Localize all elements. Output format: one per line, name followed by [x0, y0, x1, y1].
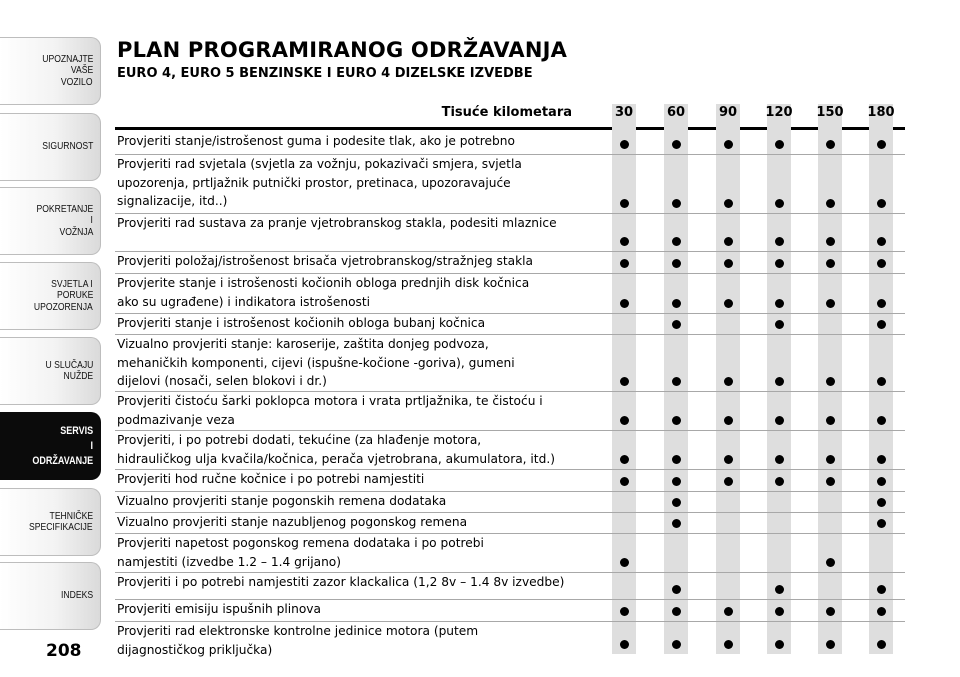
- table-row-description: [117, 470, 595, 489]
- service-mark-dot: [877, 237, 886, 246]
- table-row-description: [117, 335, 595, 391]
- service-mark-dot: [877, 299, 886, 308]
- service-mark-dot: [775, 320, 784, 329]
- service-mark-dot: [620, 199, 629, 208]
- row-text-line: signalizacije, itd..): [117, 194, 228, 209]
- row-text-line: podmazivanje veza: [117, 412, 235, 427]
- service-mark-dot: [724, 377, 733, 386]
- service-mark-dot: [620, 455, 629, 464]
- table-row-description: [117, 252, 595, 271]
- service-mark-dot: [775, 607, 784, 616]
- table-row-description: [117, 534, 595, 571]
- page-title: PLAN PROGRAMIRANOG ODRŽAVANJA: [117, 38, 568, 62]
- service-mark-dot: [672, 377, 681, 386]
- service-mark-dot: [672, 259, 681, 268]
- table-row-description: [117, 492, 595, 511]
- sidebar-tab-label-line: SVJETLA I: [51, 277, 93, 290]
- service-mark-dot: [826, 140, 835, 149]
- row-text-line: upozorenja, prtljažnik putnički prostor, pretinaca, upozoravajuće: [117, 175, 511, 190]
- column-header-km: 90: [718, 105, 738, 120]
- service-mark-dot: [672, 299, 681, 308]
- table-row-description: [117, 573, 595, 592]
- sidebar-tab-label-line: SPECIFIKACIJE: [29, 521, 93, 533]
- table-row-description: [117, 274, 595, 311]
- column-header-km: 60: [666, 105, 686, 120]
- service-mark-dot: [672, 237, 681, 246]
- sidebar-tab-label-line: VOZILO: [61, 75, 93, 88]
- sidebar-tab-label-line: U SLUČAJU: [45, 358, 93, 371]
- table-row-description: [117, 392, 595, 429]
- column-header-km: 120: [765, 105, 793, 120]
- service-mark-dot: [775, 585, 784, 594]
- row-text-line: dijagnostičkog priključka): [117, 642, 273, 657]
- service-mark-dot: [826, 237, 835, 246]
- row-text-line: Vizualno provjeriti stanje nazubljenog pogonskog remena: [117, 515, 468, 529]
- table-row-description: [117, 622, 595, 659]
- service-mark-dot: [620, 140, 629, 149]
- service-mark-dot: [724, 299, 733, 308]
- header-km-label: Tisuće kilometara: [441, 105, 572, 120]
- service-mark-dot: [724, 259, 733, 268]
- row-text-line: Provjeriti hod ručne kočnice i po potrebi namjestiti: [117, 472, 425, 486]
- table-row-description: [117, 132, 595, 151]
- row-text-line: Provjeriti stanje i istrošenost kočionih obloga bubanj kočnica: [117, 316, 486, 330]
- row-text-line: namjestiti (izvedbe 1.2 – 1.4 grijano): [117, 554, 341, 569]
- page-subtitle: EURO 4, EURO 5 BENZINSKE I EURO 4 DIZELSKE IZVEDBE: [117, 66, 533, 81]
- service-mark-dot: [672, 199, 681, 208]
- sidebar-tab-label-line: PORUKE: [56, 289, 93, 302]
- service-mark-dot: [775, 416, 784, 425]
- service-mark-dot: [775, 237, 784, 246]
- table-row-description: [117, 431, 595, 468]
- row-text-line: Vizualno provjeriti stanje pogonskih remena dodataka: [117, 494, 447, 508]
- service-mark-dot: [620, 607, 629, 616]
- column-header-km: 30: [614, 105, 634, 120]
- table-row-description: [117, 314, 595, 333]
- service-mark-dot: [672, 607, 681, 616]
- row-text-line: Provjeriti rad svjetala (svjetla za vožnju, pokazivači smjera, svjetla: [117, 157, 522, 171]
- sidebar-tab-label-line: I: [90, 214, 93, 227]
- service-mark-dot: [620, 558, 629, 567]
- service-mark-dot: [877, 140, 886, 149]
- page-number: 208: [46, 641, 82, 661]
- service-mark-dot: [672, 519, 681, 528]
- row-text-line: Provjeriti, i po potrebi dodati, tekućine (za hlađenje motora,: [117, 433, 482, 447]
- service-mark-dot: [672, 320, 681, 329]
- service-mark-dot: [672, 640, 681, 649]
- service-mark-dot: [620, 237, 629, 246]
- service-mark-dot: [620, 299, 629, 308]
- service-mark-dot: [826, 558, 835, 567]
- service-mark-dot: [826, 607, 835, 616]
- sidebar-tab-label-line: ODRŽAVANJE: [32, 454, 93, 467]
- row-text-line: Provjerite stanje i istrošenosti kočionih obloga prednjih disk kočnica: [117, 276, 530, 290]
- row-text-line: Provjeriti rad sustava za pranje vjetrobranskog stakla, podesiti mlaznice: [117, 216, 557, 230]
- service-mark-dot: [826, 455, 835, 464]
- service-mark-dot: [724, 416, 733, 425]
- service-mark-dot: [620, 259, 629, 268]
- service-mark-dot: [826, 416, 835, 425]
- service-mark-dot: [877, 640, 886, 649]
- service-mark-dot: [877, 585, 886, 594]
- sidebar-tab-label-line: NUŽDE: [63, 370, 93, 382]
- row-text-line: Provjeriti čistoću šarki poklopca motora i vrata prtljažnika, te čistoću i: [117, 394, 543, 408]
- service-mark-dot: [724, 640, 733, 649]
- row-text-line: Vizualno provjeriti stanje: karoserije, zaštita donjeg podvoza,: [117, 337, 489, 351]
- service-mark-dot: [877, 259, 886, 268]
- sidebar-tab-label-line: VAŠE: [70, 64, 93, 77]
- service-mark-dot: [724, 455, 733, 464]
- service-mark-dot: [620, 640, 629, 649]
- sidebar-tab-label-line: INDEKS: [60, 589, 93, 602]
- row-text-line: dijelovi (nosači, selen blokovi i dr.): [117, 374, 327, 389]
- service-mark-dot: [775, 199, 784, 208]
- sidebar-tab-label-line: VOŽNJA: [59, 225, 93, 238]
- row-text-line: Provjeriti emisiju ispušnih plinova: [117, 602, 321, 616]
- service-mark-dot: [826, 377, 835, 386]
- service-mark-dot: [826, 640, 835, 649]
- sidebar-tab-label-line: TEHNIČKE: [49, 509, 93, 522]
- service-mark-dot: [724, 607, 733, 616]
- column-header-km: 180: [867, 105, 895, 120]
- service-mark-dot: [775, 259, 784, 268]
- service-mark-dot: [620, 377, 629, 386]
- table-row-description: [117, 214, 595, 233]
- service-mark-dot: [877, 320, 886, 329]
- table-row-description: [117, 513, 595, 532]
- sidebar-tab-label-line: POKRETANJE: [36, 202, 93, 215]
- service-mark-dot: [877, 519, 886, 528]
- service-mark-dot: [672, 416, 681, 425]
- row-text-line: mehaničkih komponenti, cijevi (ispušne-kočione -goriva), gumeni: [117, 355, 515, 370]
- service-mark-dot: [620, 477, 629, 486]
- sidebar-tab-label-line: SIGURNOST: [41, 140, 93, 153]
- service-mark-dot: [672, 455, 681, 464]
- service-mark-dot: [877, 477, 886, 486]
- row-text-line: Provjeriti rad elektronske kontrolne jedinice motora (putem: [117, 624, 479, 638]
- table-row-description: [117, 600, 595, 619]
- service-mark-dot: [672, 585, 681, 594]
- service-mark-dot: [877, 377, 886, 386]
- sidebar-tab-label-line: I: [90, 439, 93, 452]
- service-mark-dot: [775, 455, 784, 464]
- row-text-line: Provjeriti položaj/istrošenost brisača vjetrobranskog/stražnjeg stakla: [117, 254, 534, 268]
- sidebar-tab-label-line: SERVIS: [60, 424, 93, 437]
- service-mark-dot: [877, 607, 886, 616]
- service-mark-dot: [877, 455, 886, 464]
- service-mark-dot: [724, 140, 733, 149]
- service-mark-dot: [775, 640, 784, 649]
- row-text-line: hidrauličkog ulja kvačila/kočnica, perača vjetrobrana, akumulatora, itd.): [117, 451, 555, 466]
- service-mark-dot: [724, 237, 733, 246]
- service-mark-dot: [877, 498, 886, 507]
- service-mark-dot: [826, 199, 835, 208]
- service-mark-dot: [724, 477, 733, 486]
- column-header-km: 150: [816, 105, 844, 120]
- service-mark-dot: [877, 416, 886, 425]
- sidebar-tab-label-line: UPOZNAJTE: [41, 52, 93, 65]
- service-mark-dot: [775, 140, 784, 149]
- service-mark-dot: [826, 259, 835, 268]
- service-mark-dot: [672, 477, 681, 486]
- service-mark-dot: [620, 416, 629, 425]
- table-row-description: [117, 155, 595, 211]
- service-mark-dot: [826, 477, 835, 486]
- service-mark-dot: [877, 199, 886, 208]
- service-mark-dot: [724, 199, 733, 208]
- row-text-line: Provjeriti napetost pogonskog remena dodataka i po potrebi: [117, 536, 484, 550]
- service-mark-dot: [826, 299, 835, 308]
- row-text-line: Provjeriti i po potrebi namjestiti zazor klackalica (1,2 8v – 1.4 8v izvedbe): [117, 575, 565, 589]
- sidebar-tab-label-line: UPOZORENJA: [34, 300, 93, 313]
- service-mark-dot: [775, 377, 784, 386]
- row-text-line: ako su ugrađene) i indikatora istrošenosti: [117, 294, 371, 309]
- service-mark-dot: [672, 498, 681, 507]
- service-mark-dot: [775, 477, 784, 486]
- row-text-line: Provjeriti stanje/istrošenost guma i podesite tlak, ako je potrebno: [117, 134, 515, 148]
- service-mark-dot: [672, 140, 681, 149]
- service-mark-dot: [775, 299, 784, 308]
